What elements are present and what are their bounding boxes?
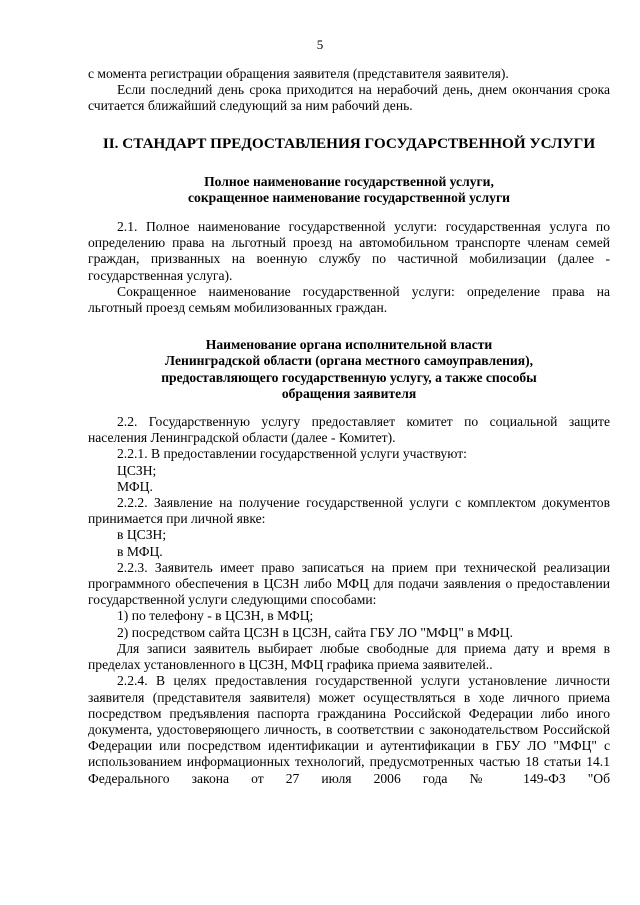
paragraph: МФЦ. xyxy=(117,478,153,494)
paragraph: 1) по телефону - в ЦСЗН, в МФЦ; xyxy=(117,608,314,624)
paragraph: 2.2. Государственную услугу предоставляет комитет по социальной защите населения Ленинградской области (далее - Комитет). xyxy=(88,414,610,446)
heading-line: Ленинградской области (органа местного самоуправления), xyxy=(164,353,534,369)
section-title: II. СТАНДАРТ ПРЕДОСТАВЛЕНИЯ ГОСУДАРСТВЕННОЙ УСЛУГИ xyxy=(102,134,596,152)
paragraph: Если последний день срока приходится на нерабочий день, днем окончания срока считается ближайший следующий за ним рабочий день. xyxy=(88,82,610,114)
heading-line: сокращенное наименование государственной услуги xyxy=(188,189,510,205)
paragraph: с момента регистрации обращения заявителя (представителя заявителя). xyxy=(88,66,509,81)
paragraph: 2) посредством сайта ЦСЗН в ЦСЗН, сайта ГБУ ЛО "МФЦ" в МФЦ. xyxy=(117,624,513,640)
page-number: 5 xyxy=(316,37,324,52)
paragraph: в МФЦ. xyxy=(117,543,163,559)
heading-line: Наименование органа исполнительной власти xyxy=(205,337,493,353)
paragraph: 2.2.1. В предоставлении государственной услуги участвуют: xyxy=(117,446,467,462)
heading-line: предоставляющего государственную услугу, а также способы xyxy=(161,369,537,385)
subsection-heading xyxy=(88,337,610,402)
document-body xyxy=(88,66,610,787)
subsection-heading xyxy=(88,174,610,206)
paragraph: Для записи заявитель выбирает любые свободные для приема дату и время в пределах установленного в ЦСЗН, МФЦ графика приема заявителей.. xyxy=(88,640,610,673)
paragraph: ЦСЗН; xyxy=(117,462,157,478)
heading-line: обращения заявителя xyxy=(281,385,417,401)
paragraph: в ЦСЗН; xyxy=(117,527,167,543)
paragraph: 2.2.4. В целях предоставления государственной услуги установление личности заявителя (представителя заявителя) может осуществляться в ходе личного приема посредством предъявления паспорта гражданина Российской Федерации либо иного документа, удостоверяющего личность, в соответствии с законодательством Российской Федерации или посредством идентификации и аутентификации в ГБУ ЛО "МФЦ" с использованием информационных технологий, предусмотренных частью 18 статьи 14.1 Федерального закона от 27 июля 2006 года № 149-ФЗ "Об xyxy=(88,673,610,786)
paragraph: 2.2.2. Заявление на получение государственной услуги с комплектом документов принимается при личной явке: xyxy=(88,495,610,527)
heading-line: Полное наименование государственной услуги, xyxy=(204,173,494,189)
paragraph: Сокращенное наименование государственной услуги: определение права на льготный проезд семьям мобилизованных граждан. xyxy=(88,283,610,316)
paragraph: 2.2.3. Заявитель имеет право записаться на прием при технической реализации программного обеспечения в ЦСЗН либо МФЦ для подачи заявления о предоставлении государственной услуги следующими способами: xyxy=(88,559,610,608)
paragraph: 2.1. Полное наименование государственной услуги: государственная услуга по определению права на льготный проезд на автомобильном транспорте членам семей граждан, призванных на военную службу по частичной мобилизации (далее - государственная услуга). xyxy=(88,219,610,283)
